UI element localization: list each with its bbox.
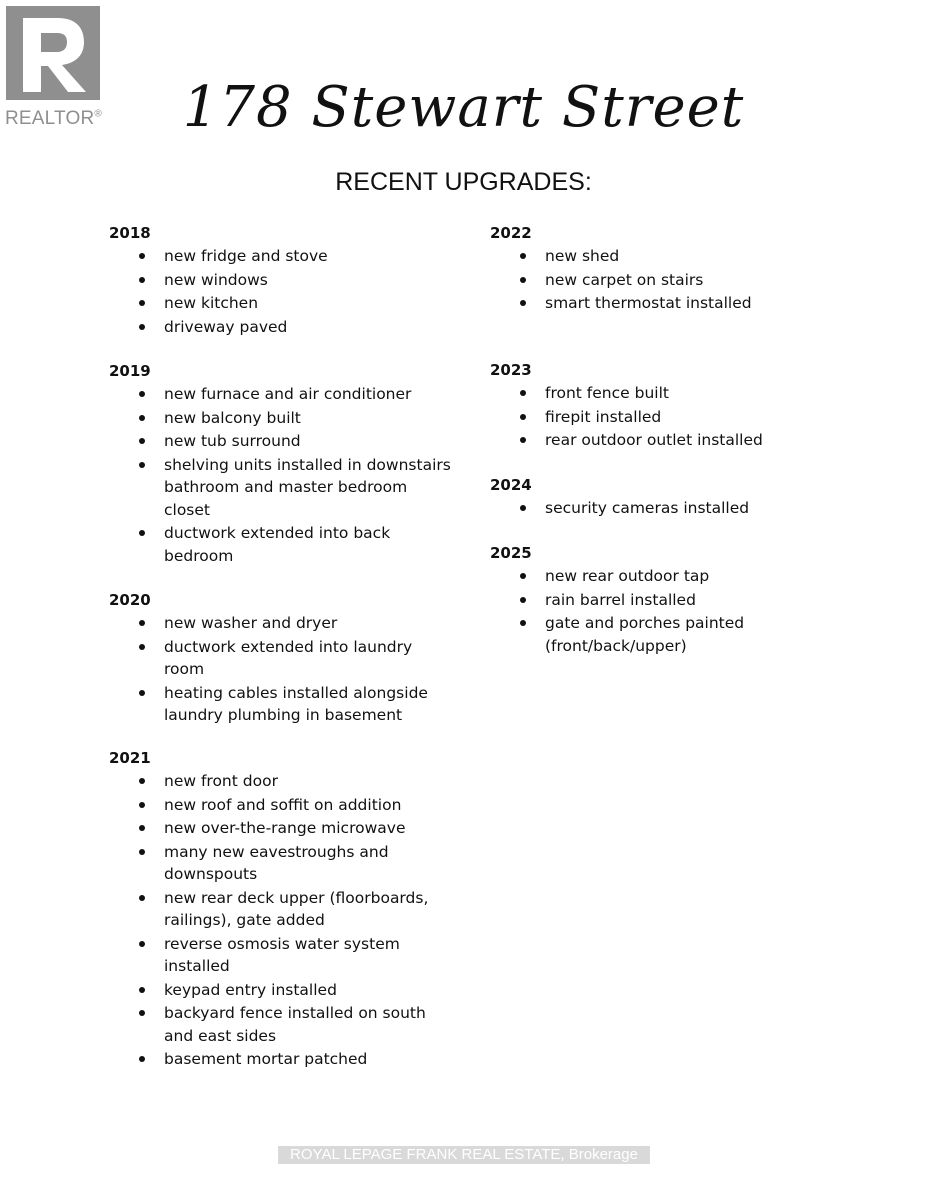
bullet-icon <box>139 644 145 650</box>
section-heading: RECENT UPGRADES: <box>335 168 592 196</box>
list-item: ductwork extended into back bedroom <box>109 522 454 567</box>
list-item: new tub surround <box>109 430 454 453</box>
list-item: firepit installed <box>490 406 835 429</box>
list-item: new rear outdoor tap <box>490 565 835 588</box>
year-section-2021 <box>109 747 454 1072</box>
list-item: new washer and dryer <box>109 612 454 635</box>
list-item: new over-the-range microwave <box>109 817 454 840</box>
list-item: new balcony built <box>109 407 454 430</box>
list-item: many new eavestroughs and downspouts <box>109 841 454 886</box>
list-item: front fence built <box>490 382 835 405</box>
bullet-icon <box>139 825 145 831</box>
list-item: smart thermostat installed <box>490 292 835 315</box>
list-item: new carpet on stairs <box>490 269 835 292</box>
list-item: ductwork extended into laundry room <box>109 636 454 681</box>
year-heading: 2024 <box>490 476 532 494</box>
year-heading: 2019 <box>109 362 151 380</box>
year-section-2019 <box>109 360 454 568</box>
list-item: shelving units installed in downstairs bathroom and master bedroom closet <box>109 454 454 522</box>
bullet-icon <box>139 300 145 306</box>
list-item: basement mortar patched <box>109 1048 454 1071</box>
bullet-icon <box>139 530 145 536</box>
bullet-icon <box>139 802 145 808</box>
bullet-icon <box>139 277 145 283</box>
list-item: keypad entry installed <box>109 979 454 1002</box>
page-title: 178 Stewart Street <box>182 75 745 140</box>
year-section-2023 <box>490 359 835 453</box>
list-item: backyard fence installed on south and east sides <box>109 1002 454 1047</box>
bullet-icon <box>139 1010 145 1016</box>
list-item: new kitchen <box>109 292 454 315</box>
list-item: new rear deck upper (floorboards, railings), gate added <box>109 887 454 932</box>
bullet-icon <box>139 849 145 855</box>
year-section-2024 <box>490 474 835 521</box>
bullet-icon <box>520 437 526 443</box>
bullet-icon <box>139 987 145 993</box>
realtor-wordmark: REALTOR® <box>5 108 102 129</box>
year-section-2025 <box>490 542 835 658</box>
year-heading: 2023 <box>490 361 532 379</box>
bullet-icon <box>139 690 145 696</box>
list-item: rain barrel installed <box>490 589 835 612</box>
brokerage-footer: ROYAL LEPAGE FRANK REAL ESTATE, Brokerage <box>278 1146 650 1164</box>
year-heading: 2022 <box>490 224 532 242</box>
year-heading: 2021 <box>109 749 151 767</box>
list-item: new front door <box>109 770 454 793</box>
list-item: new roof and soffit on addition <box>109 794 454 817</box>
bullet-icon <box>520 505 526 511</box>
bullet-icon <box>139 415 145 421</box>
list-item: driveway paved <box>109 316 454 339</box>
year-heading: 2020 <box>109 591 151 609</box>
bullet-icon <box>139 620 145 626</box>
bullet-icon <box>520 573 526 579</box>
list-item: reverse osmosis water system installed <box>109 933 454 978</box>
year-section-2022 <box>490 222 835 316</box>
list-item: new windows <box>109 269 454 292</box>
bullet-icon <box>520 253 526 259</box>
bullet-icon <box>139 941 145 947</box>
list-item: new fridge and stove <box>109 245 454 268</box>
bullet-icon <box>139 462 145 468</box>
year-heading: 2018 <box>109 224 151 242</box>
bullet-icon <box>139 324 145 330</box>
bullet-icon <box>520 300 526 306</box>
bullet-icon <box>139 438 145 444</box>
bullet-icon <box>139 253 145 259</box>
bullet-icon <box>520 277 526 283</box>
list-item: heating cables installed alongside laundry plumbing in basement <box>109 682 454 727</box>
bullet-icon <box>139 1056 145 1062</box>
bullet-icon <box>139 391 145 397</box>
year-heading: 2025 <box>490 544 532 562</box>
year-section-2018 <box>109 222 454 339</box>
list-item: rear outdoor outlet installed <box>490 429 835 452</box>
list-item: new shed <box>490 245 835 268</box>
bullet-icon <box>520 597 526 603</box>
list-item: security cameras installed <box>490 497 835 520</box>
bullet-icon <box>520 414 526 420</box>
bullet-icon <box>520 390 526 396</box>
bullet-icon <box>520 620 526 626</box>
list-item: gate and porches painted (front/back/upper) <box>490 612 835 657</box>
year-section-2020 <box>109 589 454 728</box>
bullet-icon <box>139 778 145 784</box>
list-item: new furnace and air conditioner <box>109 383 454 406</box>
bullet-icon <box>139 895 145 901</box>
